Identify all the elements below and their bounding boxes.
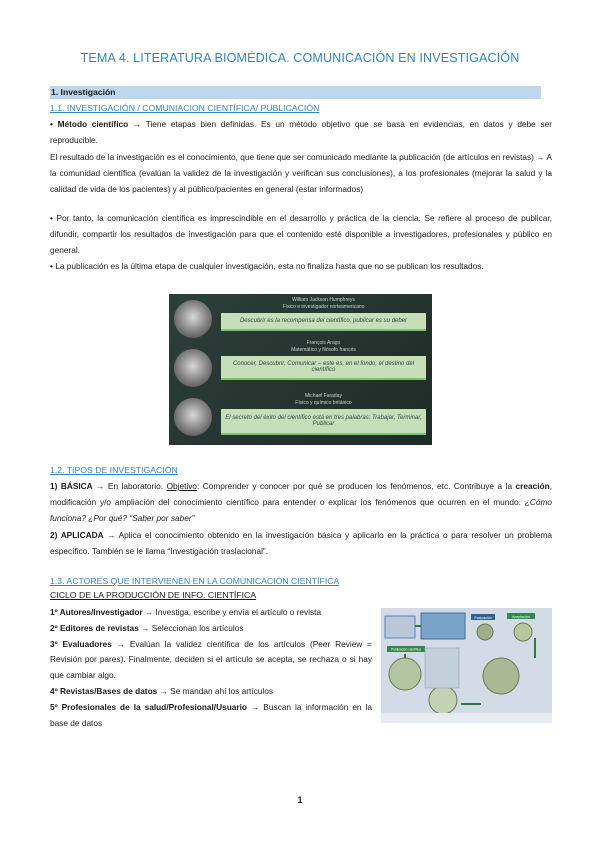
bold-term: 2º Editores de revistas — [50, 622, 139, 633]
bold-term: 2) APLICADA — [50, 530, 104, 540]
portrait-faraday — [174, 398, 212, 436]
actors-list — [50, 605, 372, 731]
paragraph-text: , modificación y/o ampliación del conocimiento científico para entender o explicar los fenómenos que ocurren en el mundo. — [50, 481, 552, 507]
bold-term: • Método científico — [50, 119, 129, 129]
cycle-diagram-photo — [381, 608, 552, 723]
diagram-label: Publicación científica — [391, 647, 421, 652]
quote-author: Michael Faraday — [305, 393, 342, 399]
list-item — [50, 605, 372, 621]
quote-band: Descubrir es la recompensa del científico, publicar es su deber — [221, 313, 426, 331]
paragraph-comunicacion: • Por tanto, la comunicación científica es imprescindible en el desarrollo y práctica de la ciencia. Se refiere al proceso de publicar, difundir, compartir los resultados de investigación para que el contenido esté disponible a investigadores, profesionales y público en general. — [50, 213, 552, 255]
paragraph-resultado: El resultado de la investigación es el conocimiento, que tiene que ser comunicado mediante la publicación (de artículos en revistas) → A la comunidad científica (evalúan la validez de la investigación y verifican sus conclusiones), a los profesionales (mejorar la salud y la calidad de vida de los pacientes) y al público/pacientes en general (estar informados) — [50, 152, 552, 194]
quotes-slide-photo — [169, 294, 432, 445]
list-item — [50, 621, 372, 637]
diagram-label: Evaluación — [474, 616, 492, 620]
bold-term: creación — [515, 481, 550, 491]
italic-text: ¿Cómo funciona? ¿Por qué? “Saber por saber” — [50, 496, 552, 523]
page-title: TEMA 4. LITERATURA BIOMÉDICA. COMUNICACIÓN EN INVESTIGACIÓN — [80, 51, 520, 65]
list-item-text: → Investiga, escribe y envía el artículo o revista — [142, 607, 322, 617]
list-item — [50, 684, 372, 700]
list-item-text: → Buscan la información en la base de datos — [50, 701, 373, 728]
diagram-label: Aceptación — [512, 615, 530, 619]
bold-term: 1º Autores/Investigador — [50, 607, 143, 617]
underlined-term: Objetivo — [166, 481, 197, 491]
portrait-arago — [174, 349, 212, 387]
cycle-diagram — [381, 608, 552, 723]
paragraph-text: : Comprender y conocer por qué se producen los fenómenos, etc. Contribuye a la — [197, 481, 516, 491]
bold-term: 4º Revistas/Bases de datos — [50, 685, 158, 696]
list-item-text: → Se mandan ahí los artículos — [157, 685, 274, 696]
list-item — [50, 637, 372, 684]
bold-term: 5º Profesionales de la salud/Profesional/Usuario — [50, 701, 248, 712]
bold-term: 3º Evaluadores — [50, 638, 112, 649]
cycle-heading: CICLO DE LA PRODUCCIÓN DE INFO. CIENTÍFICA — [50, 590, 257, 600]
quote-author: François Arago — [306, 340, 341, 346]
paragraph-aplicada — [50, 528, 552, 560]
paragraph-basica — [50, 479, 552, 526]
list-item-text: → Evalúan la validez científica de los artículos (Peer Review = Revisión por pares). Finalmente, deciden si el artículo se acepta, se rechaza o si hay que cambiar algo. — [50, 638, 372, 681]
paragraph-publicacion: • La publicación es la última etapa de cualquier investigación, esta no finaliza hasta que no se publican los resultados. — [50, 261, 484, 271]
bold-term: 1) BÁSICA — [50, 481, 93, 491]
list-item-text: → Seleccionan los artículos — [138, 622, 244, 633]
quote-author-role: Físico e investigador norteamericano — [282, 304, 365, 310]
section-heading: 1. Investigación — [50, 86, 541, 99]
paragraph-text: → En laboratorio. — [92, 481, 167, 491]
quote-author: William Jackson Humphreys — [292, 297, 355, 303]
list-item — [50, 700, 372, 732]
subsection-heading-1-3: 1.3. ACTORES QUE INTERVIENEN EN LA COMUNICACIÓN CIENTÍFICA — [50, 576, 340, 586]
paragraph-metodo — [50, 117, 552, 149]
page-number: 1 — [297, 795, 303, 805]
subsection-heading-1-2: 1.2. TIPOS DE INVESTIGACIÓN — [50, 465, 178, 475]
subsection-heading-1-1: 1.1. INVESTIGACIÓN / COMUNIACION CIENTÍFICA/ PUBLICACIÓN — [50, 103, 320, 113]
quote-band: Conocer, Descubrir, Comunicar – este es, en el fondo, el destino del científico — [221, 356, 426, 380]
paragraph-text: → Tiene etapas bien definidas. Es un método objetivo que se basa en evidencias, en datos y debe ser reproducible. — [50, 119, 552, 145]
quote-band: El secreto del éxito del científico está en tres palabras: Trabajar, Terminar, Publicar — [221, 409, 426, 435]
paragraph-text: → Aplica el conocimiento obtenido en la investigación básica y aplicarlo en la práctica o para resolver un problema específico. También se le llama “Investigación traslacional”. — [50, 530, 552, 556]
quote-author-role: Físico y químico británico — [295, 400, 352, 406]
portrait-humphreys — [174, 300, 212, 338]
quote-author-role: Matemático y filósofo francés — [291, 347, 356, 353]
